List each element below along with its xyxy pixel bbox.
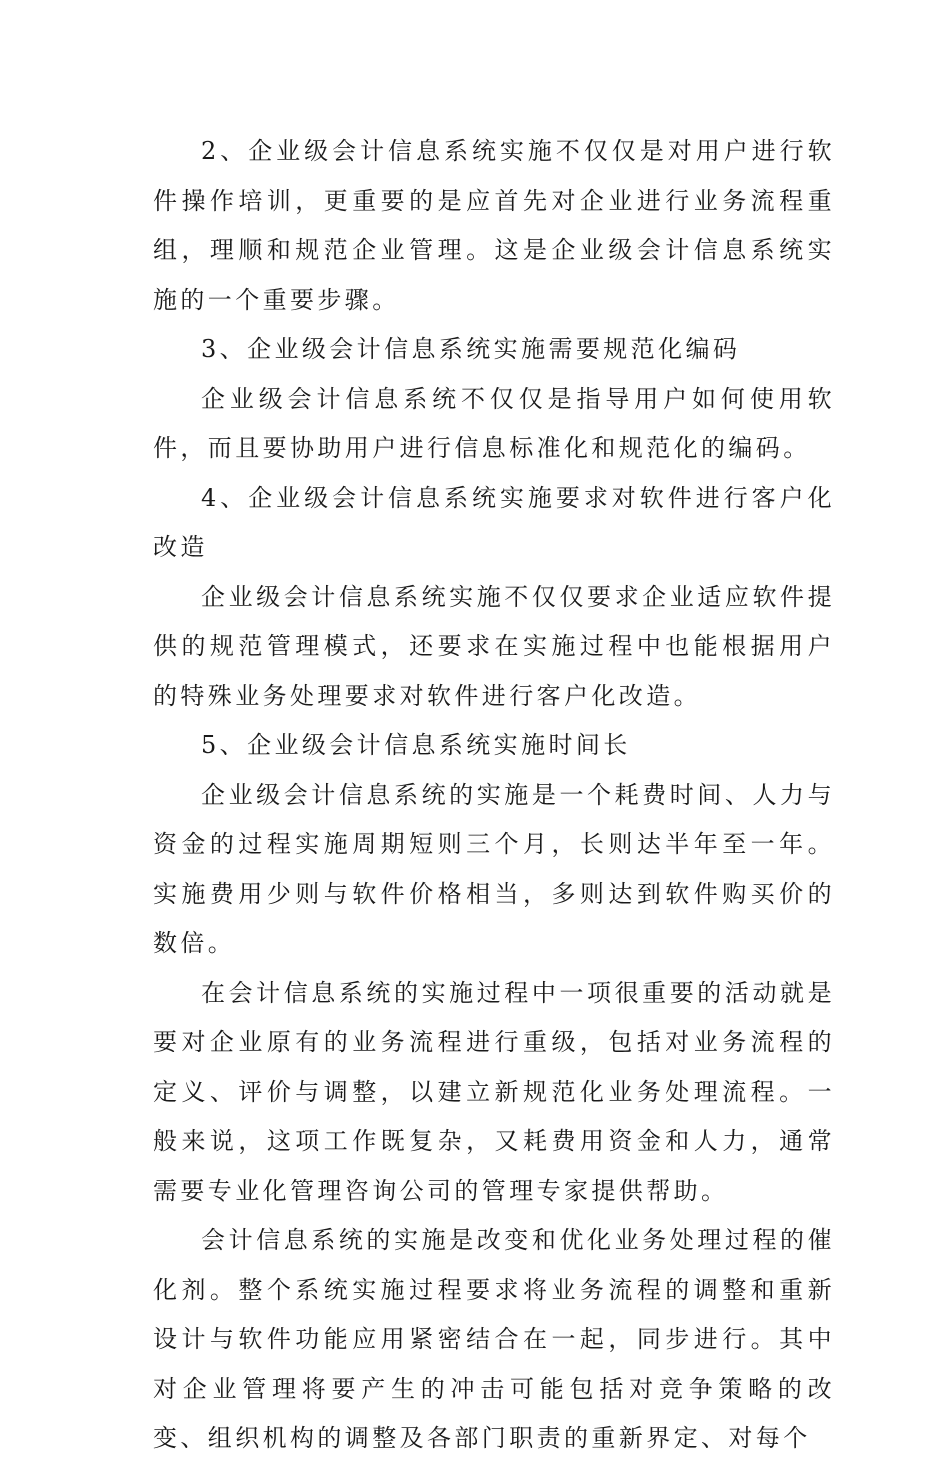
- paragraph-item-5-body: 企业级会计信息系统的实施是一个耗费时间、人力与资金的过程实施周期短则三个月，长则达半年至一年。实施费用少则与软件价格相当，多则达到软件购买价的数倍。: [153, 780, 835, 957]
- document-body: [153, 127, 835, 1464]
- paragraph-item-3-heading: 3、企业级会计信息系统实施需要规范化编码: [201, 335, 741, 363]
- paragraph-item-4-body: 企业级会计信息系统实施不仅仅要求企业适应软件提供的规范管理模式，还要求在实施过程中也能根据用户的特殊业务处理要求对软件进行客户化改造。: [153, 582, 835, 710]
- paragraph-catalyst: 会计信息系统的实施是改变和优化业务处理过程的催化剂。整个系统实施过程要求将业务流程的调整和重新设计与软件功能应用紧密结合在一起，同步进行。其中对企业管理将要产生的冲击可能包括对竞争策略的改变、组织机构的调整及各部门职责的重新界定、对每个: [153, 1226, 835, 1452]
- paragraph-process-reengineering: 在会计信息系统的实施过程中一项很重要的活动就是要对企业原有的业务流程进行重级，包括对业务流程的定义、评价与调整，以建立新规范化业务处理流程。一般来说，这项工作既复杂，又耗费用资金和人力，通常需要专业化管理咨询公司的管理专家提供帮助。: [153, 978, 835, 1205]
- paragraph-item-4-heading: 4、企业级会计信息系统实施要求对软件进行客户化改造: [153, 483, 835, 561]
- paragraph-item-5-heading: 5、企业级会计信息系统实施时间长: [201, 731, 631, 759]
- paragraph-item-2-heading: 2、企业级会计信息系统实施不仅仅是对用户进行软件操作培训，更重要的是应首先对企业进行业务流程重组，理顺和规范企业管理。这是企业级会计信息系统实施的一个重要步骤。: [153, 137, 835, 314]
- paragraph-item-3-body: 企业级会计信息系统不仅仅是指导用户如何使用软件，而且要协助用户进行信息标准化和规范化的编码。: [153, 384, 835, 462]
